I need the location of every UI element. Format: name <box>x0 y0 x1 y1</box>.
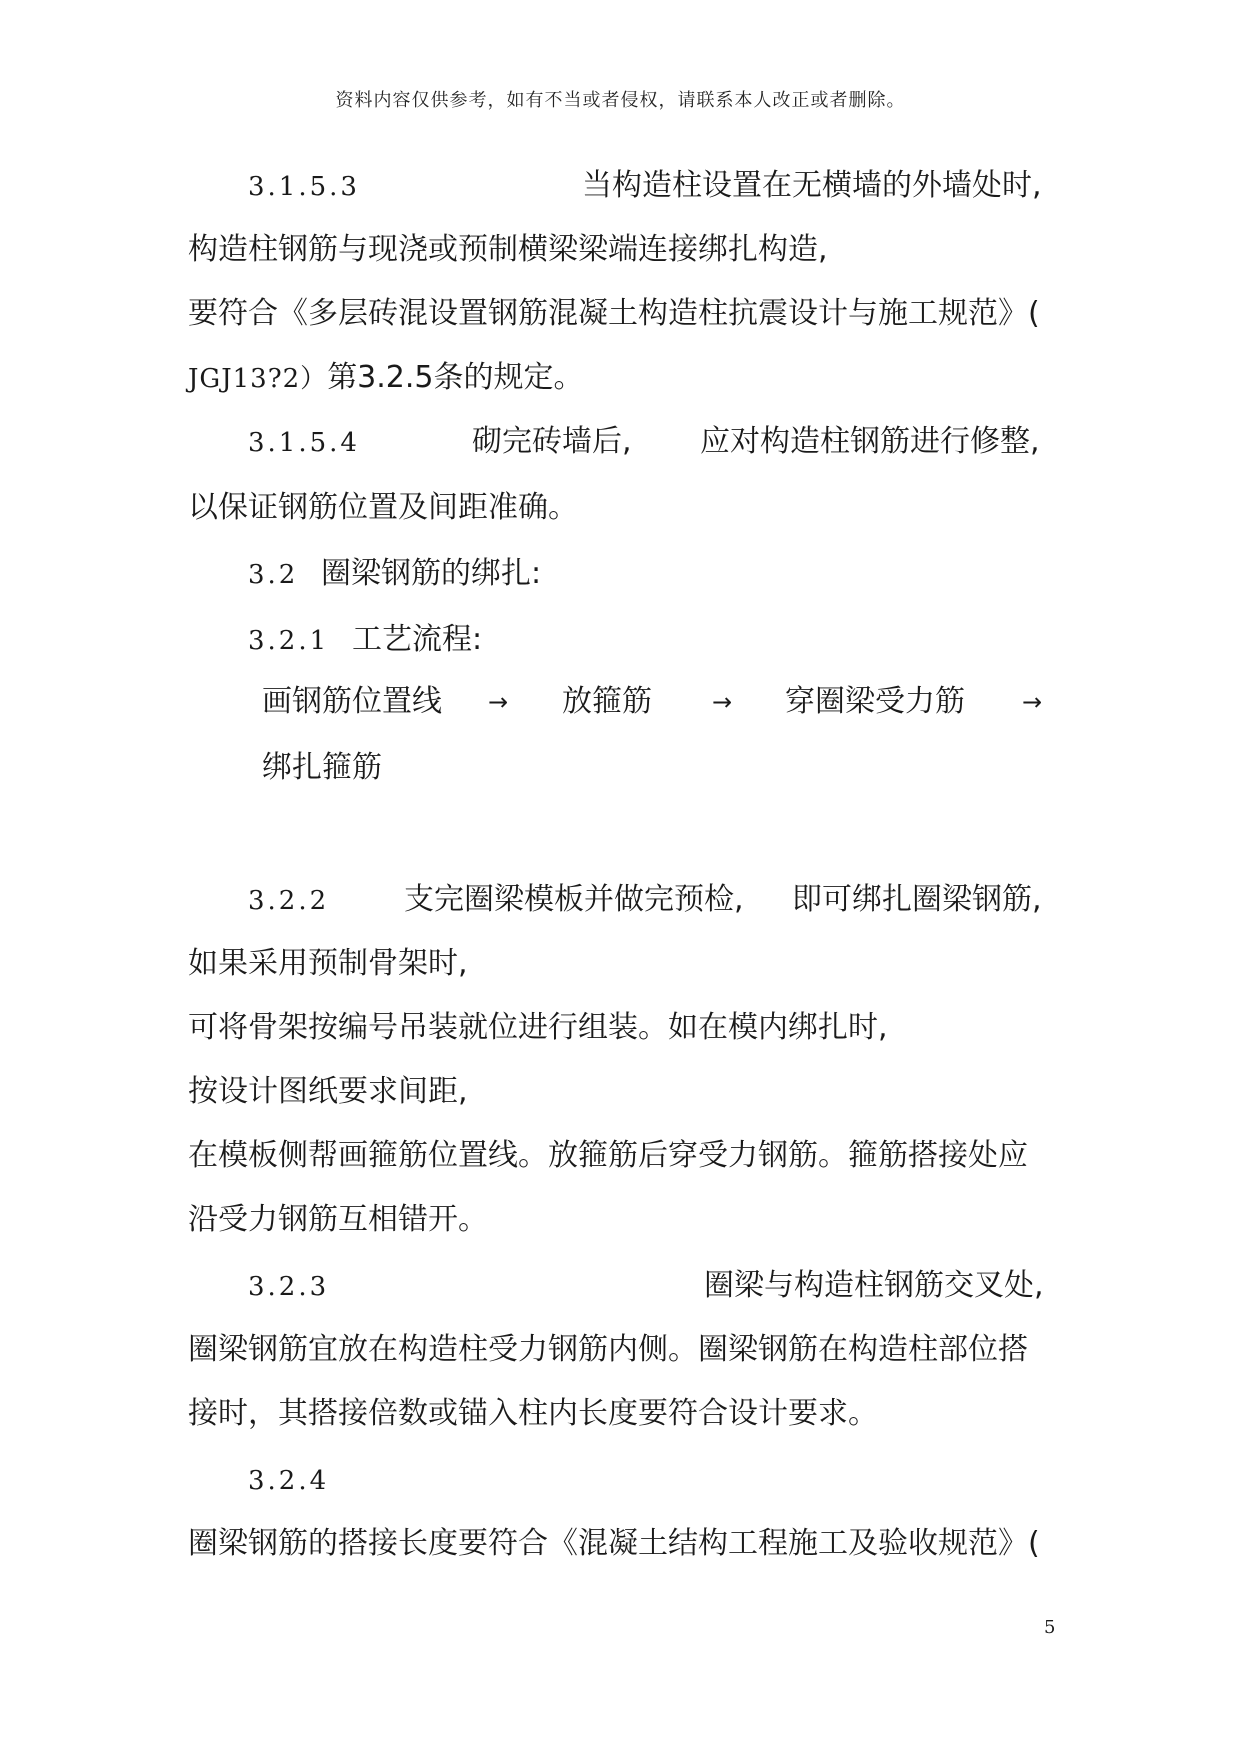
section-heading-3-2-1 <box>248 620 329 661</box>
paragraph-line: 接时，其搭接倍数或锚入柱内长度要符合设计要求。 <box>188 1396 878 1431</box>
clause-3-2-3 <box>248 1266 329 1307</box>
clause-text: 支完圈梁模板并做完预检, <box>404 882 744 917</box>
section-heading-3-2 <box>248 554 298 595</box>
clause-number: 3.2.3 <box>248 1272 330 1302</box>
flow-step: 画钢筋位置线 <box>262 684 442 719</box>
paragraph-line: 在模板侧帮画箍筋位置线。放箍筋后穿受力钢筋。箍筋搭接处应 <box>188 1138 1028 1173</box>
clause-text: 当构造柱设置在无横墙的外墙处时, <box>582 168 1042 203</box>
clause-number: 3.2.2 <box>248 886 330 916</box>
flow-step: 绑扎箍筋 <box>262 750 382 785</box>
paragraph-line: 圈梁钢筋宜放在构造柱受力钢筋内侧。圈梁钢筋在构造柱部位搭 <box>188 1332 1028 1367</box>
standard-code: JGJ13?2） <box>188 364 328 394</box>
clause-text: 即可绑扎圈梁钢筋, <box>792 882 1042 917</box>
paragraph-line: 沿受力钢筋互相错开。 <box>188 1202 488 1237</box>
flow-arrow-icon: → <box>712 688 733 716</box>
clause-3-2-2 <box>248 880 329 921</box>
page-number: 5 <box>1044 1617 1056 1638</box>
clause-number: 3.2.4 <box>248 1466 330 1496</box>
paragraph-line <box>188 358 584 399</box>
clause-text: 应对构造柱钢筋进行修整, <box>700 424 1040 459</box>
paragraph-line: 可将骨架按编号吊装就位进行组装。如在模内绑扎时, <box>188 1010 888 1045</box>
paragraph-line: 圈梁钢筋的搭接长度要符合《混凝土结构工程施工及验收规范》( <box>188 1526 1040 1561</box>
clause-text: 砌完砖墙后, <box>472 424 632 459</box>
clause-number: 3.1.5.4 <box>248 428 360 458</box>
clause-text: 圈梁与构造柱钢筋交叉处, <box>704 1268 1044 1303</box>
section-number: 3.2.1 <box>248 626 330 656</box>
clause-3-1-5-4 <box>248 422 360 463</box>
clause-3-1-5-3 <box>248 166 360 207</box>
paragraph-line: 如果采用预制骨架时, <box>188 946 468 981</box>
clause-3-2-4 <box>248 1460 329 1501</box>
flow-step: 放箍筋 <box>562 684 652 719</box>
flow-arrow-icon: → <box>488 688 509 716</box>
paragraph-line: 构造柱钢筋与现浇或预制横梁梁端连接绑扎构造, <box>188 232 828 267</box>
paragraph-line: 以保证钢筋位置及间距准确。 <box>188 490 578 525</box>
paragraph-text: 第3.2.5条的规定。 <box>327 360 584 395</box>
section-title: 圈梁钢筋的绑扎: <box>321 556 542 591</box>
clause-number: 3.1.5.3 <box>248 172 360 202</box>
flow-step: 穿圈梁受力筋 <box>785 684 965 719</box>
flow-arrow-icon: → <box>1022 688 1043 716</box>
paragraph-line: 要符合《多层砖混设置钢筋混凝土构造柱抗震设计与施工规范》( <box>188 296 1040 331</box>
section-number: 3.2 <box>248 560 299 590</box>
paragraph-line: 按设计图纸要求间距, <box>188 1074 468 1109</box>
section-title: 工艺流程: <box>352 622 483 657</box>
page-header-disclaimer: 资料内容仅供参考，如有不当或者侵权，请联系本人改正或者删除。 <box>335 90 906 111</box>
